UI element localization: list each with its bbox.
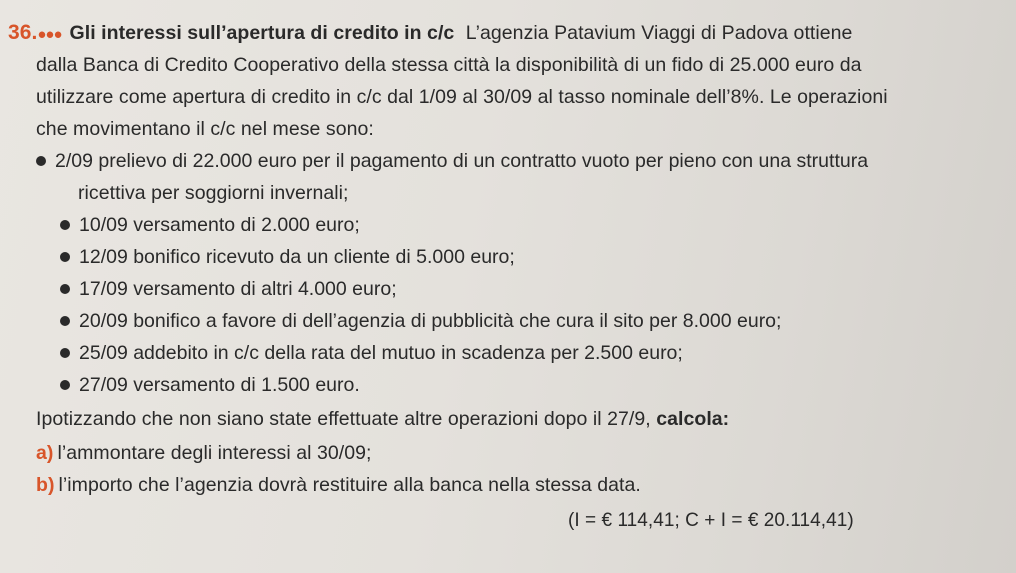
list-item [60, 278, 397, 300]
bullet-icon [60, 348, 70, 358]
operation-text: 17/09 versamento di altri 4.000 euro; [79, 278, 397, 300]
exercise-title: Gli interessi sull’apertura di credito in c/c [69, 22, 455, 44]
list-item [36, 150, 868, 172]
question-text: l’importo che l’agenzia dovrà restituire alla banca nella stessa data. [58, 474, 641, 496]
bullet-icon [36, 156, 46, 166]
question-label: b) [36, 474, 55, 496]
bullet-icon [60, 284, 70, 294]
question-a [36, 442, 371, 464]
list-item [60, 310, 781, 332]
answer: (I = € 114,41; C + I = € 20.114,41) [568, 510, 854, 531]
operation-text: 20/09 bonifico a favore di dell’agenzia di pubblicità che cura il sito per 8.000 euro; [79, 310, 782, 332]
operation-text: 25/09 addebito in c/c della rata del mutuo in scadenza per 2.500 euro; [79, 342, 683, 364]
bullet-icon [60, 316, 70, 326]
list-item [60, 214, 360, 236]
exercise-number: 36. [8, 21, 38, 44]
bullet-icon [60, 220, 70, 230]
question-b [36, 474, 641, 496]
operation-continuation: ricettiva per soggiorni invernali; [78, 182, 349, 204]
operation-text: 2/09 prelievo di 22.000 euro per il pagamento di un contratto vuoto per pieno con una struttura [55, 150, 869, 172]
operation-text: 12/09 bonifico ricevuto da un cliente di 5.000 euro; [79, 246, 515, 268]
question-text: l’ammontare degli interessi al 30/09; [57, 442, 372, 464]
hypothesis-line [36, 408, 729, 430]
exercise-header-line [8, 22, 852, 46]
bullet-icon [60, 252, 70, 262]
bullet-icon [60, 380, 70, 390]
operation-text: 10/09 versamento di 2.000 euro; [79, 214, 360, 236]
operation-text: 27/09 versamento di 1.500 euro. [79, 374, 360, 396]
hypothesis-bold: calcola: [656, 408, 730, 430]
list-item [60, 246, 515, 268]
intro-line-3: utilizzare come apertura di credito in c/c dal 1/09 al 30/09 al tasso nominale dell’8%. Le operazioni [36, 86, 888, 108]
list-item [60, 374, 360, 396]
intro-line-4: che movimentano il c/c nel mese sono: [36, 118, 374, 140]
list-item [60, 342, 683, 364]
intro-line-1: L’agenzia Patavium Viaggi di Padova ottiene [465, 22, 853, 44]
question-label: a) [36, 442, 54, 464]
intro-line-2: dalla Banca di Credito Cooperativo della stessa città la disponibilità di un fido di 25.000 euro da [36, 54, 862, 76]
difficulty-dots: ●●● [37, 26, 62, 43]
hypothesis-text: Ipotizzando che non siano state effettuate altre operazioni dopo il 27/9, [36, 408, 651, 430]
